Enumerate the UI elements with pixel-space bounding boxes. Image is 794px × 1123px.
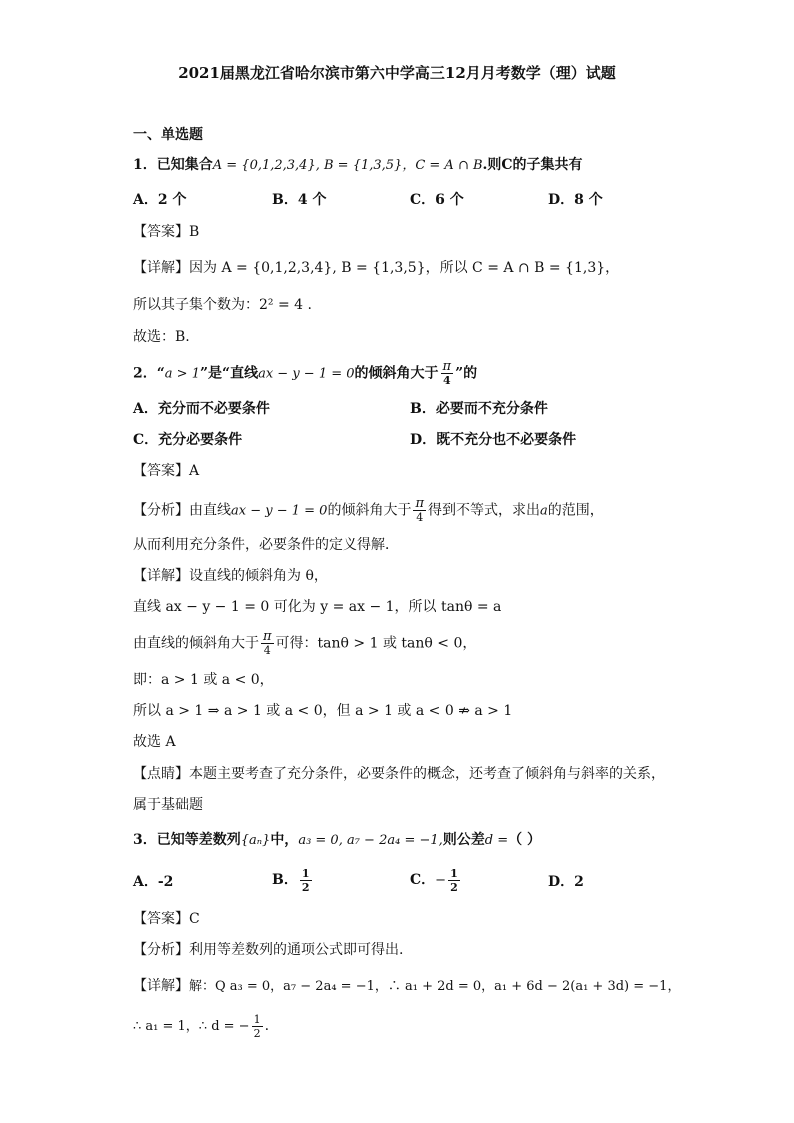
- q3-stem-end: （ ）: [508, 832, 542, 848]
- q3-option-c: [410, 866, 462, 895]
- q3-detail-2a: ∴ a₁ = 1，∴ d = −: [133, 1019, 250, 1034]
- q2-analysis-frac-denominator: 4: [416, 511, 424, 524]
- q2-option-d: D．既不充分也不必要条件: [410, 432, 577, 448]
- q3-detail-2: [133, 1012, 269, 1041]
- q1-detail-tag: 【详解】: [133, 260, 189, 276]
- q2-frac-numerator: π: [442, 359, 452, 374]
- q3-option-b-fraction: [300, 867, 312, 894]
- q3-stem-math2: a₃ = 0, a₇ − 2a₄ = −1,: [298, 833, 443, 848]
- q2-detail-frac-numerator: π: [263, 629, 272, 644]
- q3-option-c-num: 1: [450, 866, 458, 880]
- q2-analysis-1c: 得到不等式，求出: [428, 502, 540, 519]
- q1-stem-math: A = {0,1,2,3,4}, B = {1,3,5}，C = A ∩ B: [212, 158, 483, 173]
- q3-option-c-den: 2: [450, 880, 458, 894]
- q2-analysis-1b: 的倾斜角大于: [327, 502, 412, 519]
- q2-frac-denominator: 4: [442, 374, 451, 387]
- q2-analysis-1d: 的范围，: [547, 502, 604, 519]
- q3-detail-tag: 【详解】: [133, 978, 189, 994]
- q3-answer-value: C: [189, 911, 200, 927]
- q2-answer-tag: 【答案】: [133, 463, 189, 479]
- q2-detail-1-text: 设直线的倾斜角为 θ，: [189, 568, 328, 584]
- q3-option-b-label: B．: [272, 872, 298, 888]
- q2-analysis-1: [133, 497, 604, 525]
- q1-option-b: B．4 个: [272, 192, 327, 208]
- q2-stem-math1: a > 1: [164, 366, 200, 382]
- q2-detail-2: 直线 ax − y − 1 = 0 可化为 y = ax − 1，所以 tanθ = a: [133, 599, 502, 615]
- q1-answer-value: B: [189, 224, 200, 240]
- q3-analysis: [133, 940, 403, 960]
- q2-comment-tag: 【点睛】: [133, 766, 189, 782]
- q1-answer: [133, 222, 199, 242]
- q2-stem-mid2: 的倾斜角大于: [354, 365, 439, 382]
- q2-detail-3b: 可得：tanθ > 1 或 tanθ < 0，: [275, 635, 477, 652]
- q1-answer-tag: 【答案】: [133, 224, 189, 240]
- q3-answer-tag: 【答案】: [133, 911, 189, 927]
- q2-stem-prefix: 2．“: [133, 365, 165, 382]
- q2-stem-math2: ax − y − 1 = 0: [258, 366, 355, 382]
- q2-detail-tag: 【详解】: [133, 568, 189, 584]
- q3-detail-2b: .: [264, 1018, 270, 1034]
- q2-detail-5: 所以 a > 1 ⇒ a > 1 或 a < 0，但 a > 1 或 a < 0 ⇏ a > 1: [133, 703, 513, 719]
- q2-detail-3a: 由直线的倾斜角大于: [133, 635, 259, 652]
- q3-option-d: D．2: [548, 874, 584, 890]
- q3-stem-prefix: 3．已知等差数列: [133, 832, 241, 848]
- q2-analysis-2: 从而利用充分条件，必要条件的定义得解．: [133, 537, 399, 553]
- q1-stem: [133, 155, 583, 176]
- q3-stem-suffix: 则公差: [442, 832, 485, 848]
- q2-option-c: C．充分必要条件: [133, 432, 243, 448]
- q2-detail-4: 即：a > 1 或 a < 0，: [133, 672, 274, 688]
- q2-option-a: A．充分而不必要条件: [133, 401, 270, 417]
- q2-comment-1-text: 本题主要考查了充分条件，必要条件的概念，还考查了倾斜角与斜率的关系，: [189, 766, 665, 782]
- q2-stem-suffix: ”的: [455, 365, 478, 382]
- q2-detail-3: [133, 630, 476, 657]
- q3-option-c-fraction: [448, 867, 460, 894]
- q3-stem: [133, 830, 541, 851]
- q1-detail-1-text: 因为 A = {0,1,2,3,4}, B = {1,3,5}，所以 C = A ∩ B = {1,3}，: [189, 260, 620, 276]
- q2-detail-frac-denominator: 4: [263, 644, 271, 657]
- q1-stem-prefix: 1．已知集合: [133, 157, 213, 173]
- q3-detail-frac-num: 1: [253, 1012, 261, 1026]
- q3-option-c-label: C．: [410, 872, 436, 888]
- q2-analysis-1a: 由直线: [189, 502, 231, 519]
- q3-option-c-sign: −: [435, 873, 447, 888]
- q3-detail-frac-den: 2: [253, 1026, 261, 1040]
- q2-answer-value: A: [189, 463, 200, 479]
- q3-detail-fraction: [252, 1013, 263, 1040]
- q1-detail-2: 所以其子集个数为：2² = 4 .: [133, 297, 312, 313]
- q2-analysis-1-math2: a: [540, 503, 548, 519]
- q1-option-d: D．8 个: [548, 192, 603, 208]
- q2-detail-1: [133, 566, 328, 586]
- q2-stem-fraction: [441, 360, 454, 387]
- q2-analysis-frac-numerator: π: [415, 496, 424, 511]
- q2-detail-fraction: [261, 630, 274, 657]
- q3-option-b: [272, 866, 314, 894]
- q3-stem-mid: 中，: [270, 832, 299, 848]
- q2-analysis-1-math: ax − y − 1 = 0: [231, 503, 328, 519]
- q2-answer: [133, 461, 199, 481]
- q2-option-b: B．必要而不充分条件: [410, 401, 548, 417]
- q3-option-b-den: 2: [301, 880, 310, 894]
- q3-detail-1: [133, 976, 680, 997]
- q2-stem-mid: ”是“直线: [199, 365, 259, 382]
- q2-analysis-fraction: [413, 497, 426, 524]
- q2-conclusion: 故选 A: [133, 734, 176, 750]
- q3-answer: [133, 909, 200, 929]
- q2-comment-2: 属于基础题: [133, 797, 203, 813]
- q3-stem-math3: d =: [484, 833, 509, 848]
- q1-stem-suffix: .则C的子集共有: [482, 157, 583, 173]
- q3-analysis-text: 利用等差数列的通项公式即可得出.: [189, 942, 404, 958]
- page-title: 2021届黑龙江省哈尔滨市第六中学高三12月月考数学（理）试题: [178, 64, 616, 82]
- section-heading: 一、单选题: [133, 127, 203, 143]
- q3-option-a: A．-2: [133, 874, 174, 890]
- q1-option-a: A．2 个: [133, 192, 187, 208]
- q2-comment-1: [133, 764, 665, 784]
- q3-analysis-tag: 【分析】: [133, 942, 189, 958]
- q3-stem-math1: {aₙ}: [240, 833, 271, 848]
- q1-conclusion: 故选：B.: [133, 329, 190, 345]
- q2-stem: [133, 360, 477, 388]
- q3-option-b-num: 1: [301, 866, 310, 880]
- q1-option-c: C．6 个: [410, 192, 464, 208]
- q1-detail-1: [133, 258, 619, 278]
- q2-analysis-tag: 【分析】: [133, 502, 189, 519]
- q3-detail-1-text: 解：Q a₃ = 0，a₇ − 2a₄ = −1，∴ a₁ + 2d = 0，a₁ + 6d − 2(a₁ + 3d) = −1，: [189, 979, 681, 994]
